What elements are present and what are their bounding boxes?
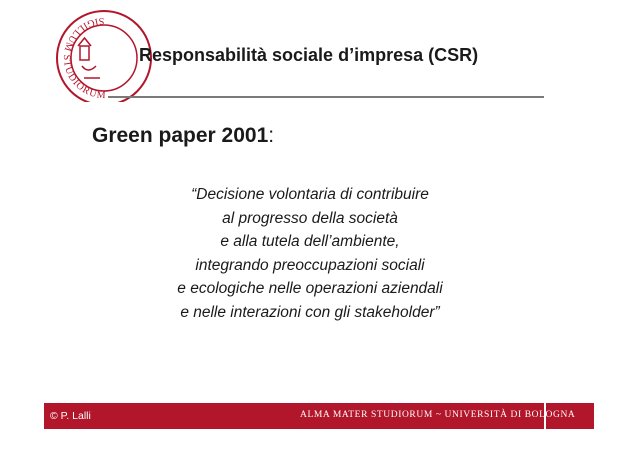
definition-quote: [120, 183, 500, 324]
header-divider: [108, 96, 544, 98]
quote-line: e nelle interazioni con gli stakeholder”: [180, 303, 440, 321]
quote-line: e ecologiche nelle operazioni aziendali: [177, 280, 443, 297]
university-seal-logo: [44, 8, 107, 102]
footer-university-name: ALMA MATER STUDIORUM ~ UNIVERSITÀ DI BOLOGNA: [300, 410, 576, 420]
quote-line: e alla tutela dell’ambiente,: [220, 233, 400, 250]
slide-title: Responsabilità sociale d’impresa (CSR): [139, 45, 479, 65]
seal-text: SIGILLUM STUDIORUM: [60, 14, 107, 102]
quote-line: al progresso della società: [222, 209, 398, 227]
section-heading-text: Green paper 2001: [92, 124, 269, 147]
section-heading-colon: :: [268, 124, 275, 147]
quote-line: “Decisione volontaria di contribuire: [191, 186, 429, 203]
footer-copyright: © P. Lalli: [50, 410, 91, 422]
quote-line: integrando preoccupazioni sociali: [195, 256, 425, 274]
section-heading: [92, 124, 274, 148]
